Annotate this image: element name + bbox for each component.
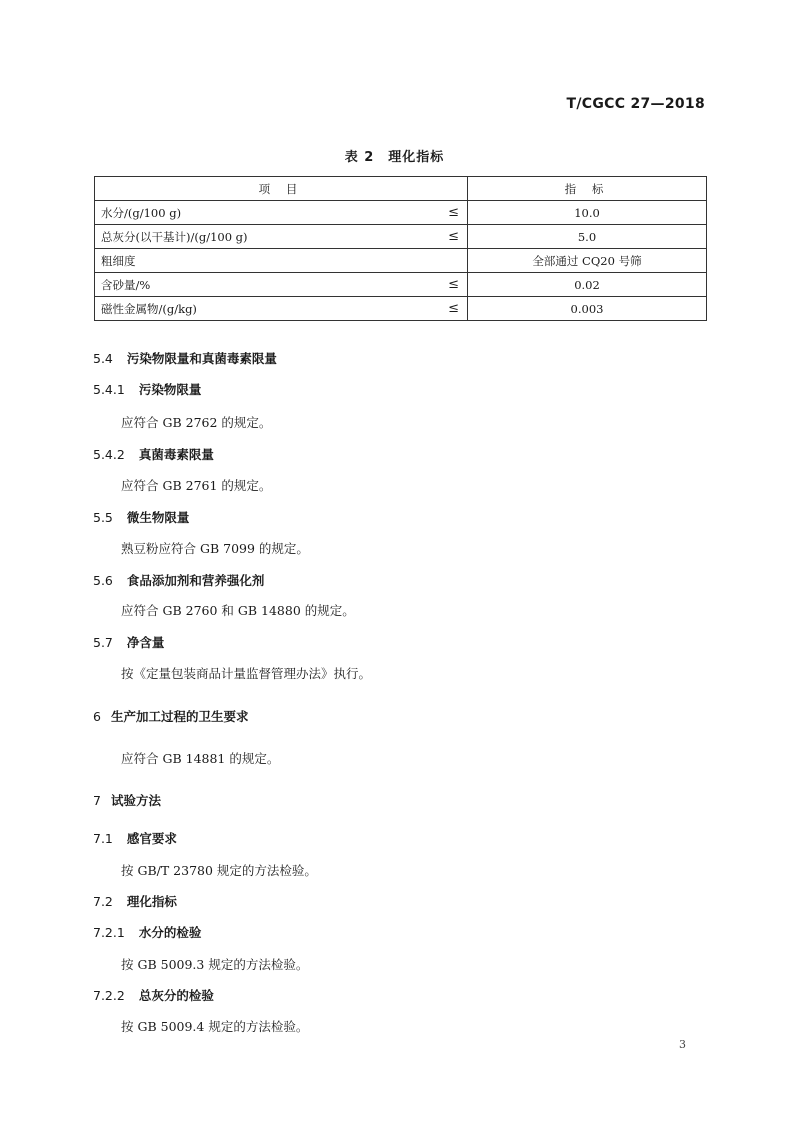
chapter-heading xyxy=(93,707,248,725)
section-title: 水分的检验 xyxy=(138,925,202,940)
section-body: 按 GB 5009.4 规定的方法检验。 xyxy=(121,1019,309,1034)
row-item-cell xyxy=(95,225,468,249)
row-item-cell xyxy=(95,249,468,273)
row-item-cell xyxy=(95,297,468,321)
section-title: 净含量 xyxy=(126,635,165,650)
row-value-cell: 全部通过 CQ20 号筛 xyxy=(468,249,707,273)
section-body: 按《定量包装商品计量监督管理办法》执行。 xyxy=(121,666,372,681)
section-number: 7.1 xyxy=(93,831,113,846)
section-number: 5.7 xyxy=(93,635,113,650)
row-item-label: 磁性金属物/(g/kg) xyxy=(101,301,197,316)
section-number: 7.2.1 xyxy=(93,925,125,940)
physicochemical-table xyxy=(94,176,707,321)
table-row xyxy=(95,297,707,321)
chapter-number: 6 xyxy=(93,709,101,724)
section-title: 食品添加剂和营养强化剂 xyxy=(126,573,265,588)
less-equal-symbol: ≤ xyxy=(448,205,459,220)
section-title: 总灰分的检验 xyxy=(138,988,214,1003)
section-title: 微生物限量 xyxy=(126,510,190,525)
chapter-title: 生产加工过程的卫生要求 xyxy=(110,709,249,724)
row-item-label: 水分/(g/100 g) xyxy=(101,205,182,220)
section-number: 7.2.2 xyxy=(93,988,125,1003)
row-value-cell: 5.0 xyxy=(468,225,707,249)
section-title: 理化指标 xyxy=(126,894,177,909)
section-number: 7.2 xyxy=(93,894,113,909)
section-heading xyxy=(93,892,177,910)
section-title: 污染物限量 xyxy=(138,382,202,397)
section-number: 5.4 xyxy=(93,351,113,366)
row-item-cell xyxy=(95,201,468,225)
section-heading xyxy=(93,923,201,941)
row-item-label: 粗细度 xyxy=(101,253,136,268)
section-heading xyxy=(93,986,214,1004)
table-header-row xyxy=(95,177,707,201)
section-heading xyxy=(93,349,277,367)
chapter-heading xyxy=(93,791,161,809)
standard-code: T/CGCC 27—2018 xyxy=(566,96,705,112)
section-body: 按 GB 5009.3 规定的方法检验。 xyxy=(121,957,309,972)
section-heading xyxy=(93,633,164,651)
section-number: 5.6 xyxy=(93,573,113,588)
row-value-cell: 10.0 xyxy=(468,201,707,225)
section-number: 5.5 xyxy=(93,510,113,525)
table-caption: 表 2 理化指标 xyxy=(344,150,445,165)
table-row xyxy=(95,225,707,249)
section-number: 5.4.2 xyxy=(93,447,125,462)
table-row xyxy=(95,249,707,273)
chapter-title: 试验方法 xyxy=(110,793,161,808)
chapter-number: 7 xyxy=(93,793,101,808)
less-equal-symbol: ≤ xyxy=(448,277,459,292)
row-item-cell xyxy=(95,273,468,297)
section-body: 应符合 GB 2760 和 GB 14880 的规定。 xyxy=(121,603,355,618)
table-row xyxy=(95,273,707,297)
column-header-item: 项 目 xyxy=(95,177,468,201)
section-heading xyxy=(93,445,214,463)
section-body: 应符合 GB 14881 的规定。 xyxy=(121,751,280,766)
less-equal-symbol: ≤ xyxy=(448,229,459,244)
row-item-label: 总灰分(以干基计)/(g/100 g) xyxy=(101,229,248,244)
column-header-value: 指 标 xyxy=(468,177,707,201)
section-title: 真菌毒素限量 xyxy=(138,447,214,462)
section-title: 感官要求 xyxy=(126,831,177,846)
section-title: 污染物限量和真菌毒素限量 xyxy=(126,351,277,366)
section-body: 应符合 GB 2761 的规定。 xyxy=(121,478,272,493)
section-body: 按 GB/T 23780 规定的方法检验。 xyxy=(121,863,317,878)
section-heading xyxy=(93,508,189,526)
section-body: 应符合 GB 2762 的规定。 xyxy=(121,415,272,430)
row-value-cell: 0.02 xyxy=(468,273,707,297)
section-number: 5.4.1 xyxy=(93,382,125,397)
table-row xyxy=(95,201,707,225)
section-heading xyxy=(93,571,264,589)
section-body: 熟豆粉应符合 GB 7099 的规定。 xyxy=(121,541,309,556)
page-number: 3 xyxy=(679,1038,686,1051)
section-heading xyxy=(93,829,177,847)
section-heading xyxy=(93,380,201,398)
less-equal-symbol: ≤ xyxy=(448,301,459,316)
row-item-label: 含砂量/% xyxy=(101,277,151,292)
row-value-cell: 0.003 xyxy=(468,297,707,321)
